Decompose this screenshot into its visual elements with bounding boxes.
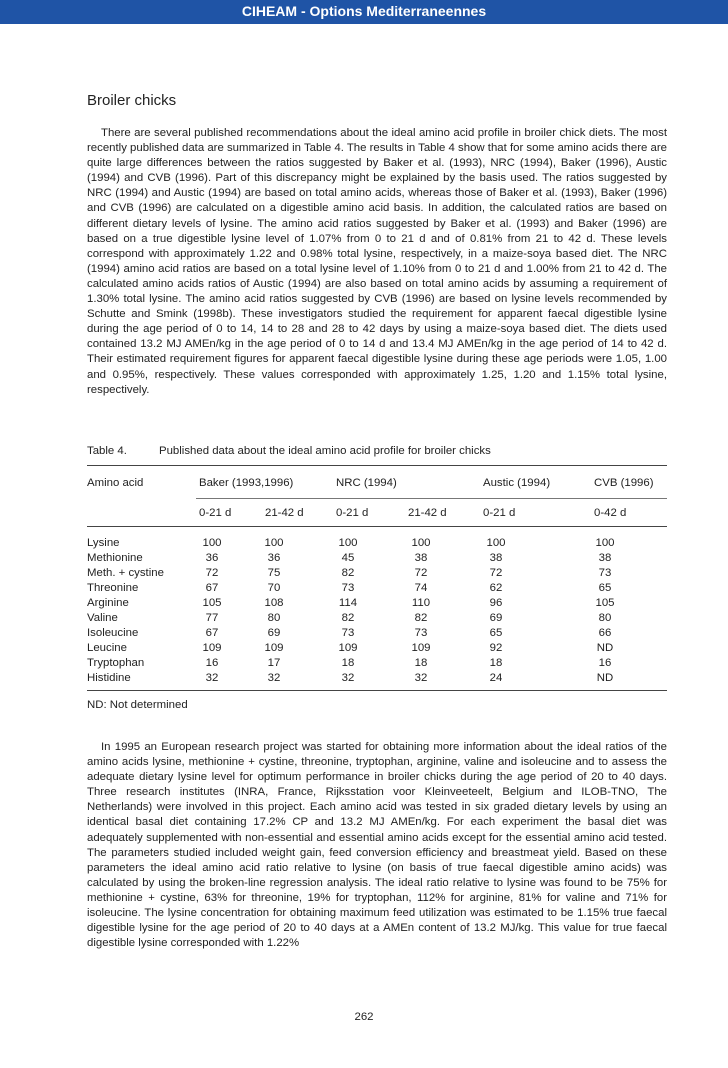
table-subhead-nrc-0-21: 0-21 d	[336, 507, 369, 519]
table-cell: 109	[338, 642, 358, 654]
table-cell: 73	[414, 627, 428, 639]
table-top-rule	[87, 465, 667, 466]
section-title: Broiler chicks	[87, 92, 177, 109]
table-header-baker: Baker (1993,1996)	[199, 477, 294, 489]
table-cell: 73	[598, 567, 612, 579]
table-cell: 82	[341, 567, 355, 579]
table-cell: 72	[414, 567, 428, 579]
table-cell: 38	[598, 552, 612, 564]
table-header-nrc: NRC (1994)	[336, 477, 397, 489]
table-header-amino-acid: Amino acid	[87, 477, 144, 489]
table-row	[0, 657, 728, 672]
table-cell: 32	[267, 672, 281, 684]
table-row	[0, 627, 728, 642]
table-row	[0, 597, 728, 612]
table-cell-amino: Histidine	[87, 672, 131, 684]
table-cell: 109	[264, 642, 284, 654]
table-cell: 65	[489, 627, 503, 639]
table-cell-amino: Lysine	[87, 537, 120, 549]
table-cell: 65	[598, 582, 612, 594]
table-group-rule	[196, 498, 667, 499]
table-row	[0, 552, 728, 567]
table-cell: 45	[341, 552, 355, 564]
table-cell: 36	[267, 552, 281, 564]
table-cell: 100	[595, 537, 615, 549]
table-cell: 100	[202, 537, 222, 549]
table-cell: 109	[411, 642, 431, 654]
table-cell: 62	[489, 582, 503, 594]
table-cell: 18	[414, 657, 428, 669]
table-cell-amino: Valine	[87, 612, 118, 624]
table-cell: 18	[341, 657, 355, 669]
table-cell: 16	[205, 657, 219, 669]
table-cell: 72	[489, 567, 503, 579]
table-row	[0, 582, 728, 597]
table-cell: 18	[489, 657, 503, 669]
table-row	[0, 537, 728, 552]
table-cell: 82	[341, 612, 355, 624]
table-header-austic: Austic (1994)	[483, 477, 551, 489]
paragraph-1-text: There are several published recommendations about the ideal amino acid profile in broiler chick diets. The most recently published data are summarized in Table 4. The results in Table 4 show that for some amino acids there are quite large differences between the ratios suggested by Baker et al. (1993), NRC (1994), Baker (1996), Austic (1994) and CVB (1996). Part of this discrepancy might be explained by the basis used. The ratios suggested by NRC (1994) and Austic (1994) are based on total amino acids, whereas those of Baker et al. (1993), Baker (1996) and CVB (1996) are calculated on a digestible amino acid basis. In addition, the calculated ratios are based on different dietary levels of lysine. The amino acid ratios suggested by Baker et al. (1993) and Baker (1996) are based on a true digestible lysine level of 1.07% from 0 to 21 d and of 0.81% from 21 to 42 d. These levels correspond with approximately 1.22 and 0.98% total lysine, respectively, in a maize-soya based diet. The NRC (1994) amino acid ratios are based on a total lysine level of 1.10% from 0 to 21 d and 1.00% from 21 to 42 d. The calculated amino acids ratios of Austic (1994) are also based on total amino acids by assuming a requirement of 1.30% total lysine. The amino acid ratios suggested by CVB (1996) are based on lysine levels recommended by Schutte and Smink (1998b). These investigators studied the requirement for apparent faecal digestible lysine during the age period of 0 to 14, 14 to 28 and 28 to 42 days by using a maize-soya based diet. The diets used contained 13.2 MJ AMEn/kg in the age period of 0 to 14 d and 13.4 MJ AMEn/kg in the age period of 14 to 42 d. Their estimated requirement figures for apparent faecal digestible lysine during these age periods were 1.05, 1.00 and 0.95%, respectively. These values corresponded with approximately 1.25, 1.20 and 1.15% total lysine, respectively.	[87, 127, 667, 396]
table-cell: 75	[267, 567, 281, 579]
table-cell-amino: Leucine	[87, 642, 127, 654]
page-number: 262	[354, 1011, 374, 1023]
table-row	[0, 642, 728, 657]
table-caption	[87, 445, 491, 457]
table-subhead-baker-21-42: 21-42 d	[265, 507, 304, 519]
table-cell: 82	[414, 612, 428, 624]
table-subhead-cvb-0-42: 0-42 d	[594, 507, 627, 519]
table-cell: 24	[489, 672, 503, 684]
table-cell-amino: Arginine	[87, 597, 129, 609]
table-cell: ND	[596, 642, 614, 654]
paragraph-2-text: In 1995 an European research project was started for obtaining more information about the ideal ratios of the amino acids lysine, methionine + cystine, threonine, tryptophan, arginine, valine and isoleucine and to assess the adequate dietary lysine level for optimum performance in broiler chicks during the age period of 20 to 40 days. Three research institutes (INRA, France, Rijksstation voor Kleinveeteelt, Belgium and ILOB-TNO, The Netherlands) were involved in this project. Each amino acid was tested in six graded dietary levels by using an identical basal diet containing 17.2% CP and 13.2 MJ AMEn/kg. For each experiment the basal diet was adequately supplemented with non-essential and essential amino acids except for the essential amino acid tested. The parameters studied included weight gain, feed conversion efficiency and breastmeat yield. Based on these parameters the ideal amino acid ratio relative to lysine (on basis of true faecal digestible amino acids) was calculated by using the broken-line regression analysis. The ideal ratio relative to lysine was found to be 75% for methionine + cystine, 63% for threonine, 19% for tryptophan, 112% for arginine, 81% for valine and 71% for isoleucine. The lysine concentration for obtaining maximum feed utilization was estimated to be 1.15% true faecal digestible lysine for the age period of 20 to 40 days at a AMEn content of 13.2 MJ/kg. This value for true faecal digestible lysine corresponded with 1.22%	[87, 741, 667, 950]
table-cell: 92	[489, 642, 503, 654]
table-cell: 105	[595, 597, 615, 609]
table-cell: 114	[338, 597, 358, 609]
table-caption-number: Table 4.	[87, 445, 127, 457]
table-cell-amino: Meth. + cystine	[87, 567, 164, 579]
table-footnote: ND: Not determined	[87, 699, 188, 711]
table-cell: 67	[205, 582, 219, 594]
table-row	[0, 672, 728, 687]
table-caption-text: Published data about the ideal amino acid profile for broiler chicks	[159, 445, 491, 457]
table-cell: 100	[264, 537, 284, 549]
table-cell-amino: Threonine	[87, 582, 139, 594]
table-cell: 38	[414, 552, 428, 564]
table-cell: 17	[267, 657, 281, 669]
table-cell: 100	[411, 537, 431, 549]
table-subhead-baker-0-21: 0-21 d	[199, 507, 232, 519]
table-cell: 80	[267, 612, 281, 624]
table-cell: 105	[202, 597, 222, 609]
table-cell: 96	[489, 597, 503, 609]
table-subhead-nrc-21-42: 21-42 d	[408, 507, 447, 519]
table-cell: 69	[267, 627, 281, 639]
table-cell: 73	[341, 582, 355, 594]
table-cell: 32	[205, 672, 219, 684]
table-cell-amino: Isoleucine	[87, 627, 139, 639]
table-cell: 73	[341, 627, 355, 639]
table-row	[0, 567, 728, 582]
table-cell: 72	[205, 567, 219, 579]
paragraph-2	[87, 740, 667, 951]
table-cell: 36	[205, 552, 219, 564]
table-cell: 16	[598, 657, 612, 669]
header-banner	[0, 0, 728, 24]
table-cell: 108	[264, 597, 284, 609]
table-header-cvb: CVB (1996)	[594, 477, 654, 489]
table-header-rule	[87, 526, 667, 527]
table-cell: 32	[414, 672, 428, 684]
table-cell: 109	[202, 642, 222, 654]
table-cell: 110	[411, 597, 431, 609]
paragraph-1	[87, 126, 667, 398]
table-cell: ND	[596, 672, 614, 684]
header-title: CIHEAM - Options Mediterraneennes	[241, 3, 487, 19]
table-cell-amino: Tryptophan	[87, 657, 145, 669]
table-subhead-austic-0-21: 0-21 d	[483, 507, 516, 519]
table-cell: 70	[267, 582, 281, 594]
table-cell-amino: Methionine	[87, 552, 143, 564]
table-cell: 74	[414, 582, 428, 594]
table-cell: 69	[489, 612, 503, 624]
table-cell: 100	[338, 537, 358, 549]
table-cell: 32	[341, 672, 355, 684]
table-row	[0, 612, 728, 627]
table-cell: 100	[486, 537, 506, 549]
table-cell: 66	[598, 627, 612, 639]
table-cell: 77	[205, 612, 219, 624]
table-cell: 67	[205, 627, 219, 639]
table-cell: 38	[489, 552, 503, 564]
table-cell: 80	[598, 612, 612, 624]
table-bottom-rule	[87, 690, 667, 691]
